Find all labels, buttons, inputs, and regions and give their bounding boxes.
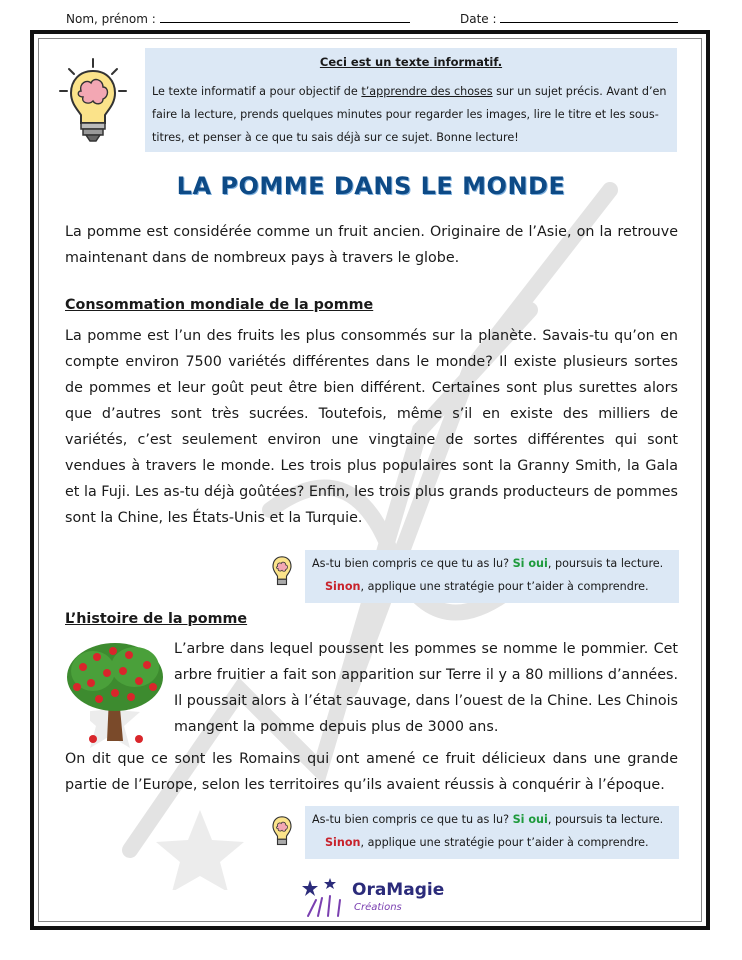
name-line <box>160 12 410 23</box>
section2-heading: L’histoire de la pomme <box>65 611 248 627</box>
check-yes: Si oui <box>512 813 548 826</box>
lightbulb-brain-icon <box>57 55 129 151</box>
info-box-text <box>152 80 671 149</box>
info-text-underlined: t’apprendre des choses <box>361 85 493 98</box>
check-no: Sinon <box>325 580 361 593</box>
info-text-part2: sur un sujet précis. Avant d’en faire la lecture, prends quelques minutes pour regarder les images, lire le titre et les sous-titres, et penser à ce que tu sais déjà sur ce sujet. Bonne lecture! <box>152 85 667 144</box>
check-line-1 <box>312 809 663 831</box>
check-yes-rest: , poursuis ta lecture. <box>547 813 664 826</box>
name-field[interactable] <box>66 12 410 26</box>
name-label: Nom, prénom : <box>66 12 156 26</box>
oramagie-logo <box>300 876 450 920</box>
section2-paragraph-b <box>65 746 678 798</box>
section2-text-b: On dit que ce sont les Romains qui ont amené ce fruit délicieux dans une grande partie de l’Europe, selon les territoires qu’ils avaient réussis à conquérir à l’époque. <box>65 751 678 793</box>
small-lightbulb-icon <box>268 813 296 849</box>
section1-heading: Consommation mondiale de la pomme <box>65 297 374 313</box>
check-no-rest: , applique une stratégie pour t’aider à comprendre. <box>360 580 649 593</box>
logo-subtitle: Créations <box>354 902 402 913</box>
section1-text: La pomme est l’un des fruits les plus consommés sur la planète. Savais-tu qu’on en compte environ 7500 variétés différentes dans le monde? Il existe plusieurs sortes de pommes et leur goût peut être bien différent. Certaines sont plus surettes alors que d’autres sont très sucrées. Toutefois, même s’il en existe des milliers de variétés, c’est seulement environ une vingtaine de sortes différentes qui sont vendues à travers le monde. Les trois plus populaires sont la Granny Smith, la Gala et la Fuji. Les as-tu déjà goûtées? Enfin, les trois plus grands producteurs de pommes sont la Chine, les États-Unis et la Turquie. <box>65 328 678 526</box>
info-box-title: Ceci est un texte informatif. <box>319 55 503 69</box>
date-field[interactable] <box>460 12 678 26</box>
check-yes-rest: , poursuis ta lecture. <box>547 557 664 570</box>
comprehension-check-box-1 <box>305 550 679 603</box>
info-box <box>145 48 677 152</box>
intro-paragraph: La pomme est considérée comme un fruit ancien. Originaire de l’Asie, on la retrouve maintenant dans de nombreux pays à travers le globe. <box>65 224 678 266</box>
apple-tree-illustration <box>63 637 166 745</box>
small-lightbulb-icon <box>268 553 296 589</box>
page-title: LA POMME DANS LE MONDE <box>176 172 566 200</box>
date-label: Date : <box>460 12 497 26</box>
section2-paragraph-a: L’arbre dans lequel poussent les pommes se nomme le pommier. Cet arbre fruitier a fait son apparition sur Terre il y a 80 millions d’années. Il poussait alors à l’état sauvage, dans l’ouest de la Chine. Les Chinois mangent la pomme depuis plus de 3000 ans. <box>174 641 678 735</box>
check-yes: Si oui <box>512 557 548 570</box>
logo-name: OraMagie <box>352 880 445 900</box>
section1-paragraph <box>65 323 678 531</box>
check-question: As-tu bien compris ce que tu as lu? <box>312 813 513 826</box>
check-line-2 <box>325 832 649 854</box>
check-line-2 <box>325 576 649 598</box>
comprehension-check-box-2 <box>305 806 679 859</box>
check-question: As-tu bien compris ce que tu as lu? <box>312 557 513 570</box>
check-line-1 <box>312 553 663 575</box>
date-line <box>500 12 678 23</box>
stars-icon <box>300 876 348 920</box>
check-no-rest: , applique une stratégie pour t’aider à comprendre. <box>360 836 649 849</box>
info-text-part1: Le texte informatif a pour objectif de <box>152 85 362 98</box>
check-no: Sinon <box>325 836 361 849</box>
